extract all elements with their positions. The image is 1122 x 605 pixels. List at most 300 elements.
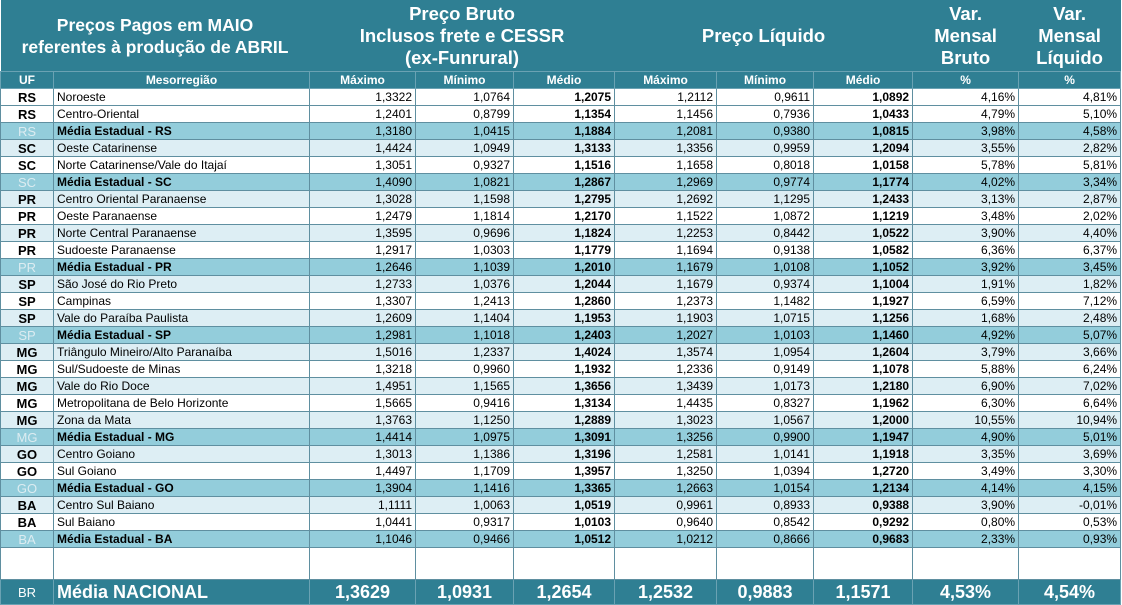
row-uf: SP [1,310,54,327]
row-liquido-med: 0,9292 [814,514,913,531]
row-liquido-min: 1,1295 [717,191,814,208]
row-liquido-med: 1,1004 [814,276,913,293]
row-liquido-max: 1,3439 [615,378,717,395]
row-uf: GO [1,446,54,463]
row-liquido-med: 1,0815 [814,123,913,140]
col-uf: UF [1,72,54,89]
row-liquido-med: 1,2000 [814,412,913,429]
row-bruto-min: 0,9416 [416,395,514,412]
row-var-liquido: 3,45% [1019,259,1121,276]
row-var-liquido: 2,87% [1019,191,1121,208]
row-bruto-max: 1,1046 [310,531,416,548]
row-bruto-min: 1,1404 [416,310,514,327]
row-bruto-max: 1,2646 [310,259,416,276]
row-liquido-med: 1,0433 [814,106,913,123]
row-uf: RS [1,106,54,123]
row-var-liquido: 2,82% [1019,140,1121,157]
row-bruto-med: 1,3957 [514,463,615,480]
table-row [1,310,1121,327]
row-bruto-min: 1,0764 [416,89,514,106]
row-liquido-min: 1,0567 [717,412,814,429]
row-bruto-med: 1,2044 [514,276,615,293]
row-liquido-min: 0,9900 [717,429,814,446]
row-liquido-max: 1,2081 [615,123,717,140]
row-bruto-min: 1,1709 [416,463,514,480]
row-mesorregiao: Vale do Rio Doce [54,378,310,395]
row-liquido-max: 1,2112 [615,89,717,106]
row-bruto-min: 1,2337 [416,344,514,361]
row-liquido-med: 1,1947 [814,429,913,446]
table-row [1,106,1121,123]
row-liquido-min: 1,1482 [717,293,814,310]
row-liquido-med: 0,9683 [814,531,913,548]
spacer-row [1,548,1121,580]
row-liquido-min: 0,8542 [717,514,814,531]
row-var-liquido: 6,37% [1019,242,1121,259]
row-bruto-med: 1,2889 [514,412,615,429]
row-bruto-max: 1,2733 [310,276,416,293]
row-var-bruto: 3,13% [913,191,1019,208]
table-row [1,276,1121,293]
row-bruto-max: 1,4424 [310,140,416,157]
row-var-liquido: 5,07% [1019,327,1121,344]
row-uf: SP [1,293,54,310]
row-mesorregiao: Centro Oriental Paranaense [54,191,310,208]
table-row [1,344,1121,361]
row-liquido-med: 1,2094 [814,140,913,157]
row-mesorregiao: Zona da Mata [54,412,310,429]
row-bruto-max: 1,5016 [310,344,416,361]
row-liquido-med: 1,2720 [814,463,913,480]
row-var-liquido: 1,82% [1019,276,1121,293]
row-bruto-med: 1,2860 [514,293,615,310]
row-mesorregiao: Centro Goiano [54,446,310,463]
row-liquido-med: 1,2180 [814,378,913,395]
row-var-bruto: 6,36% [913,242,1019,259]
row-bruto-med: 1,1779 [514,242,615,259]
col-liquido-min: Mínimo [717,72,814,89]
row-liquido-max: 1,1658 [615,157,717,174]
row-liquido-max: 1,3250 [615,463,717,480]
row-bruto-max: 1,0441 [310,514,416,531]
row-bruto-min: 0,9327 [416,157,514,174]
row-uf: BA [1,514,54,531]
row-var-bruto: 3,92% [913,259,1019,276]
row-liquido-max: 1,2373 [615,293,717,310]
row-liquido-max: 1,1903 [615,310,717,327]
row-bruto-max: 1,3763 [310,412,416,429]
row-uf: MG [1,344,54,361]
row-bruto-max: 1,2401 [310,106,416,123]
row-bruto-med: 1,1932 [514,361,615,378]
row-liquido-med: 1,1962 [814,395,913,412]
row-var-bruto: 3,98% [913,123,1019,140]
row-liquido-max: 1,2692 [615,191,717,208]
state-average-row [1,259,1121,276]
row-liquido-min: 0,9149 [717,361,814,378]
row-liquido-max: 1,1694 [615,242,717,259]
national-liquido-max: 1,2532 [615,580,717,605]
table-row [1,361,1121,378]
row-liquido-min: 0,7936 [717,106,814,123]
row-uf: RS [1,89,54,106]
row-var-bruto: 10,55% [913,412,1019,429]
row-liquido-med: 1,2433 [814,191,913,208]
column-header-row [1,72,1121,89]
row-bruto-max: 1,2609 [310,310,416,327]
row-mesorregiao: Sul/Sudoeste de Minas [54,361,310,378]
row-liquido-min: 0,9959 [717,140,814,157]
row-uf: SP [1,276,54,293]
row-mesorregiao: Média Estadual - BA [54,531,310,548]
row-var-liquido: 5,81% [1019,157,1121,174]
row-bruto-med: 1,0103 [514,514,615,531]
row-var-bruto: 4,90% [913,429,1019,446]
col-var-liquido-pct: % [1019,72,1121,89]
row-var-bruto: 3,90% [913,497,1019,514]
national-average-row [1,580,1121,605]
row-uf: MG [1,412,54,429]
row-bruto-med: 1,2867 [514,174,615,191]
row-var-liquido: 3,30% [1019,463,1121,480]
row-bruto-min: 1,1039 [416,259,514,276]
row-var-bruto: 5,88% [913,361,1019,378]
row-mesorregiao: Centro-Oriental [54,106,310,123]
row-liquido-max: 1,3256 [615,429,717,446]
row-bruto-med: 1,3656 [514,378,615,395]
row-mesorregiao: Noroeste [54,89,310,106]
national-bruto-max: 1,3629 [310,580,416,605]
row-mesorregiao: Média Estadual - GO [54,480,310,497]
row-bruto-med: 1,4024 [514,344,615,361]
row-bruto-med: 1,2010 [514,259,615,276]
row-uf: SP [1,327,54,344]
row-mesorregiao: Oeste Paranaense [54,208,310,225]
row-mesorregiao: Metropolitana de Belo Horizonte [54,395,310,412]
row-liquido-max: 1,0212 [615,531,717,548]
row-bruto-min: 1,0821 [416,174,514,191]
row-bruto-med: 1,0519 [514,497,615,514]
row-var-liquido: 7,12% [1019,293,1121,310]
row-liquido-max: 1,1456 [615,106,717,123]
row-bruto-med: 1,1953 [514,310,615,327]
var-bruto-header: Var. Mensal Bruto [913,0,1019,72]
row-bruto-max: 1,1111 [310,497,416,514]
row-bruto-max: 1,4951 [310,378,416,395]
table-row [1,208,1121,225]
row-bruto-max: 1,3307 [310,293,416,310]
row-liquido-med: 1,1256 [814,310,913,327]
row-liquido-med: 1,1927 [814,293,913,310]
row-liquido-med: 1,0522 [814,225,913,242]
row-liquido-min: 1,0715 [717,310,814,327]
row-bruto-max: 1,3595 [310,225,416,242]
row-liquido-max: 1,2027 [615,327,717,344]
row-var-liquido: 4,40% [1019,225,1121,242]
row-bruto-min: 1,0949 [416,140,514,157]
table-row [1,497,1121,514]
var-liquido-header: Var. Mensal Líquido [1019,0,1121,72]
row-bruto-med: 1,3196 [514,446,615,463]
row-var-bruto: 3,35% [913,446,1019,463]
national-var-liquido: 4,54% [1019,580,1121,605]
row-bruto-med: 1,3134 [514,395,615,412]
row-uf: MG [1,429,54,446]
table-row [1,157,1121,174]
row-var-bruto: 1,68% [913,310,1019,327]
row-liquido-max: 1,4435 [615,395,717,412]
col-bruto-min: Mínimo [416,72,514,89]
row-bruto-med: 1,3133 [514,140,615,157]
row-bruto-min: 1,1018 [416,327,514,344]
row-var-liquido: 0,93% [1019,531,1121,548]
row-liquido-med: 1,1918 [814,446,913,463]
national-bruto-med: 1,2654 [514,580,615,605]
table-row [1,514,1121,531]
row-liquido-max: 1,2969 [615,174,717,191]
row-var-liquido: 0,53% [1019,514,1121,531]
row-bruto-min: 1,0975 [416,429,514,446]
preco-liquido-header: Preço Líquido [615,0,913,72]
table-row [1,395,1121,412]
col-var-bruto-pct: % [913,72,1019,89]
row-bruto-max: 1,3051 [310,157,416,174]
preco-bruto-header: Preço Bruto Inclusos frete e CESSR (ex-Funrural) [310,0,615,72]
row-var-bruto: 1,91% [913,276,1019,293]
row-liquido-max: 1,2663 [615,480,717,497]
row-liquido-min: 1,0954 [717,344,814,361]
table-row [1,463,1121,480]
row-bruto-max: 1,2917 [310,242,416,259]
row-var-liquido: 6,24% [1019,361,1121,378]
row-bruto-min: 0,8799 [416,106,514,123]
row-bruto-max: 1,3028 [310,191,416,208]
row-bruto-max: 1,3013 [310,446,416,463]
row-bruto-med: 1,2075 [514,89,615,106]
row-var-bruto: 0,80% [913,514,1019,531]
row-bruto-min: 1,1598 [416,191,514,208]
row-bruto-max: 1,2479 [310,208,416,225]
row-liquido-min: 1,0141 [717,446,814,463]
row-var-bruto: 2,33% [913,531,1019,548]
row-bruto-min: 1,1386 [416,446,514,463]
row-var-liquido: 5,10% [1019,106,1121,123]
row-var-bruto: 3,55% [913,140,1019,157]
row-liquido-max: 1,3356 [615,140,717,157]
row-liquido-med: 1,1052 [814,259,913,276]
state-average-row [1,531,1121,548]
row-uf: PR [1,225,54,242]
table-title: Preços Pagos em MAIO referentes à produção de ABRIL [1,0,310,72]
row-var-bruto: 6,90% [913,378,1019,395]
row-var-liquido: 7,02% [1019,378,1121,395]
national-uf: BR [1,580,54,605]
row-liquido-min: 1,0154 [717,480,814,497]
table-row [1,89,1121,106]
col-liquido-max: Máximo [615,72,717,89]
row-bruto-min: 1,0415 [416,123,514,140]
row-uf: MG [1,361,54,378]
row-liquido-min: 0,8442 [717,225,814,242]
row-liquido-med: 1,1078 [814,361,913,378]
row-var-liquido: 3,34% [1019,174,1121,191]
row-var-bruto: 4,92% [913,327,1019,344]
col-mesorregiao: Mesorregião [54,72,310,89]
row-bruto-min: 1,0376 [416,276,514,293]
row-var-bruto: 3,48% [913,208,1019,225]
row-mesorregiao: Média Estadual - PR [54,259,310,276]
row-var-liquido: 5,01% [1019,429,1121,446]
row-var-bruto: 3,90% [913,225,1019,242]
row-liquido-min: 0,9138 [717,242,814,259]
national-liquido-med: 1,1571 [814,580,913,605]
row-liquido-max: 1,1679 [615,276,717,293]
row-var-bruto: 4,14% [913,480,1019,497]
table-row [1,140,1121,157]
row-liquido-min: 0,9374 [717,276,814,293]
row-bruto-med: 1,3365 [514,480,615,497]
row-bruto-min: 1,0303 [416,242,514,259]
row-var-bruto: 3,49% [913,463,1019,480]
table-body [1,89,1121,548]
national-var-bruto: 4,53% [913,580,1019,605]
row-mesorregiao: Centro Sul Baiano [54,497,310,514]
row-var-liquido: 4,15% [1019,480,1121,497]
row-uf: MG [1,378,54,395]
row-var-bruto: 5,78% [913,157,1019,174]
row-bruto-max: 1,4497 [310,463,416,480]
row-bruto-min: 1,1814 [416,208,514,225]
state-average-row [1,123,1121,140]
row-mesorregiao: Norte Central Paranaense [54,225,310,242]
row-var-liquido: 10,94% [1019,412,1121,429]
row-uf: GO [1,480,54,497]
row-mesorregiao: São José do Rio Preto [54,276,310,293]
national-liquido-min: 0,9883 [717,580,814,605]
row-liquido-min: 0,9774 [717,174,814,191]
row-mesorregiao: Vale do Paraíba Paulista [54,310,310,327]
row-uf: BA [1,531,54,548]
row-uf: SC [1,157,54,174]
row-var-liquido: 3,69% [1019,446,1121,463]
col-bruto-med: Médio [514,72,615,89]
row-liquido-min: 1,0173 [717,378,814,395]
row-liquido-max: 1,2336 [615,361,717,378]
row-liquido-min: 1,0108 [717,259,814,276]
row-liquido-med: 1,0892 [814,89,913,106]
row-uf: PR [1,242,54,259]
table-row [1,293,1121,310]
row-liquido-min: 1,0872 [717,208,814,225]
row-var-bruto: 6,30% [913,395,1019,412]
row-var-liquido: 4,81% [1019,89,1121,106]
row-mesorregiao: Média Estadual - SC [54,174,310,191]
row-uf: SC [1,174,54,191]
row-mesorregiao: Norte Catarinense/Vale do Itajaí [54,157,310,174]
row-bruto-med: 1,1884 [514,123,615,140]
row-bruto-min: 1,1416 [416,480,514,497]
row-bruto-min: 1,2413 [416,293,514,310]
row-liquido-med: 1,1460 [814,327,913,344]
row-bruto-min: 1,0063 [416,497,514,514]
row-bruto-max: 1,3322 [310,89,416,106]
row-liquido-med: 1,0158 [814,157,913,174]
row-liquido-min: 1,0394 [717,463,814,480]
row-mesorregiao: Oeste Catarinense [54,140,310,157]
row-var-bruto: 4,16% [913,89,1019,106]
row-bruto-med: 1,3091 [514,429,615,446]
state-average-row [1,327,1121,344]
row-var-liquido: 2,02% [1019,208,1121,225]
row-bruto-max: 1,4414 [310,429,416,446]
row-bruto-min: 1,1250 [416,412,514,429]
row-liquido-min: 1,0103 [717,327,814,344]
row-liquido-min: 0,9380 [717,123,814,140]
row-bruto-min: 0,9466 [416,531,514,548]
state-average-row [1,174,1121,191]
row-var-liquido: -0,01% [1019,497,1121,514]
row-bruto-max: 1,5665 [310,395,416,412]
row-uf: GO [1,463,54,480]
row-uf: PR [1,191,54,208]
row-bruto-max: 1,3180 [310,123,416,140]
row-var-bruto: 3,79% [913,344,1019,361]
row-liquido-max: 1,2581 [615,446,717,463]
row-liquido-max: 0,9961 [615,497,717,514]
row-bruto-med: 1,2403 [514,327,615,344]
row-mesorregiao: Média Estadual - MG [54,429,310,446]
table-row [1,225,1121,242]
row-bruto-max: 1,2981 [310,327,416,344]
row-liquido-max: 1,3574 [615,344,717,361]
row-bruto-max: 1,3904 [310,480,416,497]
row-bruto-min: 0,9317 [416,514,514,531]
national-label: Média NACIONAL [54,580,310,605]
row-liquido-min: 0,8018 [717,157,814,174]
row-var-bruto: 6,59% [913,293,1019,310]
table-row [1,191,1121,208]
table-row [1,242,1121,259]
row-mesorregiao: Sudoeste Paranaense [54,242,310,259]
row-liquido-max: 1,2253 [615,225,717,242]
state-average-row [1,429,1121,446]
row-uf: SC [1,140,54,157]
row-mesorregiao: Sul Baiano [54,514,310,531]
row-bruto-med: 1,2170 [514,208,615,225]
row-liquido-med: 1,0582 [814,242,913,259]
row-mesorregiao: Triângulo Mineiro/Alto Paranaíba [54,344,310,361]
national-bruto-min: 1,0931 [416,580,514,605]
row-liquido-max: 1,3023 [615,412,717,429]
row-liquido-min: 0,8666 [717,531,814,548]
row-bruto-med: 1,2795 [514,191,615,208]
row-uf: MG [1,395,54,412]
state-average-row [1,480,1121,497]
col-bruto-max: Máximo [310,72,416,89]
row-liquido-min: 0,8327 [717,395,814,412]
row-mesorregiao: Média Estadual - SP [54,327,310,344]
row-bruto-max: 1,4090 [310,174,416,191]
row-mesorregiao: Campinas [54,293,310,310]
row-liquido-min: 0,9611 [717,89,814,106]
row-liquido-max: 0,9640 [615,514,717,531]
row-bruto-max: 1,3218 [310,361,416,378]
table-row [1,446,1121,463]
row-var-liquido: 4,58% [1019,123,1121,140]
col-liquido-med: Médio [814,72,913,89]
row-uf: RS [1,123,54,140]
header-row [1,0,1121,72]
